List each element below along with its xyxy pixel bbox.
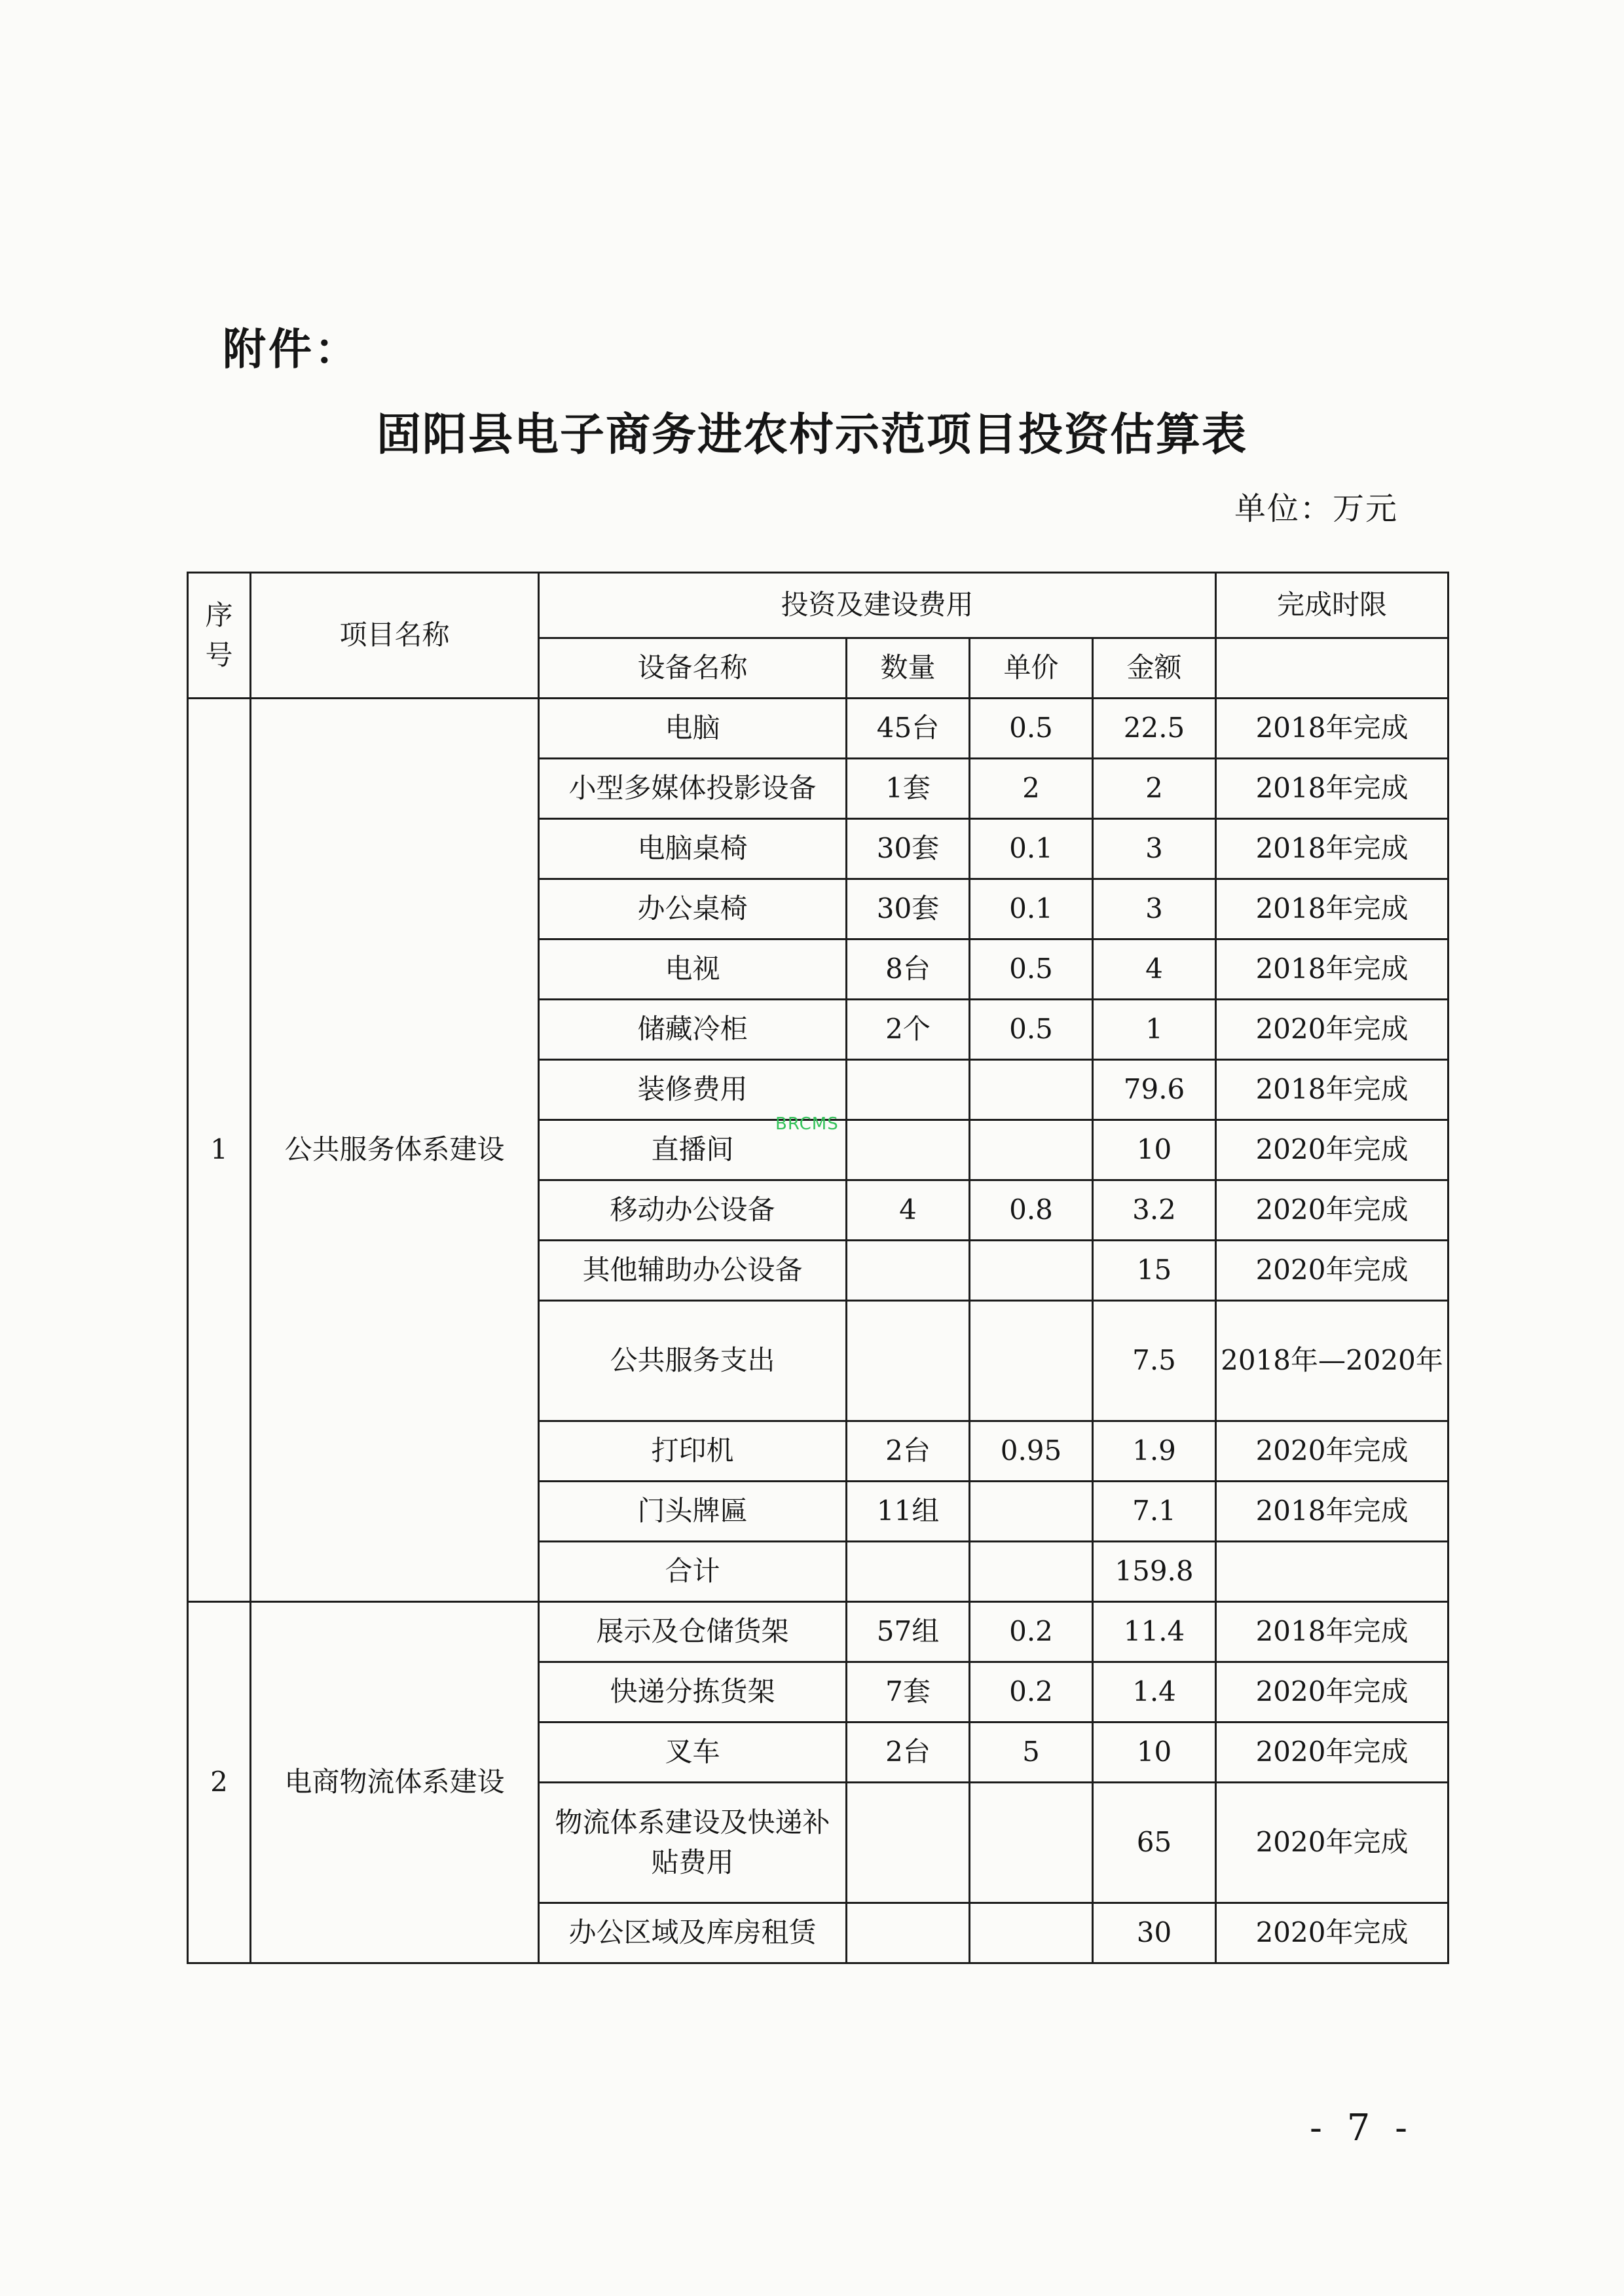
quantity-cell (847, 1120, 970, 1180)
header-row-1 (188, 573, 1449, 638)
device-name-cell: 其他辅助办公设备 (539, 1241, 847, 1301)
unit-price-cell: 0.1 (970, 879, 1093, 939)
attachment-label: 附件： (223, 324, 360, 374)
device-name-cell: 合计 (539, 1542, 847, 1602)
unit-price-cell (970, 1060, 1093, 1120)
unit-price-cell: 0.95 (970, 1421, 1093, 1482)
device-name-cell: 门头牌匾 (539, 1482, 847, 1542)
quantity-cell: 1套 (847, 759, 970, 819)
header-quantity: 数量 (847, 638, 970, 699)
device-name-cell: 储藏冷柜 (539, 1000, 847, 1060)
amount-cell: 10 (1093, 1722, 1216, 1783)
quantity-cell (847, 1060, 970, 1120)
unit-price-cell: 5 (970, 1722, 1093, 1783)
completion-cell: 2020年完成 (1216, 1722, 1449, 1783)
completion-cell: 2020年完成 (1216, 1903, 1449, 1963)
device-name-cell: 电脑桌椅 (539, 819, 847, 879)
amount-cell: 7.1 (1093, 1482, 1216, 1542)
quantity-cell (847, 1542, 970, 1602)
device-name-cell: 电脑 (539, 699, 847, 759)
amount-cell: 1.9 (1093, 1421, 1216, 1482)
device-name-cell: 装修费用 (539, 1060, 847, 1120)
quantity-cell: 2个 (847, 1000, 970, 1060)
quantity-cell: 8台 (847, 939, 970, 1000)
quantity-cell (847, 1783, 970, 1903)
completion-cell: 2020年完成 (1216, 1000, 1449, 1060)
amount-cell: 2 (1093, 759, 1216, 819)
quantity-cell: 2台 (847, 1421, 970, 1482)
amount-cell: 1 (1093, 1000, 1216, 1060)
unit-price-cell: 0.2 (970, 1602, 1093, 1662)
device-name-cell: 叉车 (539, 1722, 847, 1783)
group-name: 电商物流体系建设 (251, 1602, 539, 1963)
header-investment: 投资及建设费用 (539, 573, 1216, 638)
quantity-cell: 30套 (847, 819, 970, 879)
amount-cell: 65 (1093, 1783, 1216, 1903)
unit-price-cell (970, 1903, 1093, 1963)
unit-price-cell (970, 1120, 1093, 1180)
amount-cell: 7.5 (1093, 1301, 1216, 1421)
unit-price-cell (970, 1542, 1093, 1602)
completion-cell: 2018年完成 (1216, 879, 1449, 939)
device-name-cell: 电视 (539, 939, 847, 1000)
quantity-cell: 11组 (847, 1482, 970, 1542)
group-seq: 2 (188, 1602, 251, 1963)
unit-price-cell: 2 (970, 759, 1093, 819)
table-row (188, 1602, 1449, 1662)
header-completion-blank (1216, 638, 1449, 699)
completion-cell: 2018年完成 (1216, 1602, 1449, 1662)
unit-price-cell: 0.1 (970, 819, 1093, 879)
quantity-cell: 45台 (847, 699, 970, 759)
header-device: 设备名称 (539, 638, 847, 699)
device-name-cell: 移动办公设备 (539, 1180, 847, 1241)
header-completion: 完成时限 (1216, 573, 1449, 638)
completion-cell: 2020年完成 (1216, 1421, 1449, 1482)
amount-cell: 3 (1093, 879, 1216, 939)
amount-cell: 10 (1093, 1120, 1216, 1180)
completion-cell: 2018年完成 (1216, 939, 1449, 1000)
completion-cell: 2020年完成 (1216, 1180, 1449, 1241)
device-name-cell: 直播间 (539, 1120, 847, 1180)
unit-price-cell: 0.2 (970, 1662, 1093, 1722)
amount-cell: 3.2 (1093, 1180, 1216, 1241)
completion-cell: 2020年完成 (1216, 1783, 1449, 1903)
unit-price-cell (970, 1241, 1093, 1301)
unit-label: 单位：万元 (1234, 490, 1398, 527)
group-seq: 1 (188, 699, 251, 1602)
header-project-name: 项目名称 (251, 573, 539, 699)
completion-cell (1216, 1542, 1449, 1602)
completion-cell: 2018年完成 (1216, 699, 1449, 759)
amount-cell: 22.5 (1093, 699, 1216, 759)
quantity-cell (847, 1241, 970, 1301)
quantity-cell (847, 1301, 970, 1421)
completion-cell: 2018年完成 (1216, 759, 1449, 819)
device-name-cell: 物流体系建设及快递补贴费用 (539, 1783, 847, 1903)
header-amount: 金额 (1093, 638, 1216, 699)
unit-price-cell (970, 1482, 1093, 1542)
amount-cell: 4 (1093, 939, 1216, 1000)
amount-cell: 15 (1093, 1241, 1216, 1301)
table-row (188, 699, 1449, 759)
completion-cell: 2020年完成 (1216, 1120, 1449, 1180)
unit-price-cell: 0.8 (970, 1180, 1093, 1241)
quantity-cell: 57组 (847, 1602, 970, 1662)
quantity-cell: 7套 (847, 1662, 970, 1722)
amount-cell: 79.6 (1093, 1060, 1216, 1120)
group-name: 公共服务体系建设 (251, 699, 539, 1602)
device-name-cell: 公共服务支出 (539, 1301, 847, 1421)
completion-cell: 2020年完成 (1216, 1662, 1449, 1722)
unit-price-cell: 0.5 (970, 939, 1093, 1000)
unit-price-cell (970, 1301, 1093, 1421)
device-name-cell: 办公桌椅 (539, 879, 847, 939)
page-number: - 7 - (1310, 2107, 1414, 2149)
amount-cell: 11.4 (1093, 1602, 1216, 1662)
completion-cell: 2020年完成 (1216, 1241, 1449, 1301)
unit-price-cell: 0.5 (970, 699, 1093, 759)
amount-cell: 1.4 (1093, 1662, 1216, 1722)
completion-cell: 2018年完成 (1216, 819, 1449, 879)
device-name-cell: 快递分拣货架 (539, 1662, 847, 1722)
quantity-cell: 30套 (847, 879, 970, 939)
header-seq: 序号 (188, 573, 251, 699)
device-name-cell: 展示及仓储货架 (539, 1602, 847, 1662)
completion-cell: 2018年完成 (1216, 1482, 1449, 1542)
completion-cell: 2018年—2020年 (1216, 1301, 1449, 1421)
device-name-cell: 小型多媒体投影设备 (539, 759, 847, 819)
quantity-cell (847, 1903, 970, 1963)
unit-price-cell: 0.5 (970, 1000, 1093, 1060)
amount-cell: 30 (1093, 1903, 1216, 1963)
completion-cell: 2018年完成 (1216, 1060, 1449, 1120)
investment-table (187, 572, 1449, 1964)
page-title: 固阳县电子商务进农村示范项目投资估算表 (376, 409, 1247, 461)
unit-price-cell (970, 1783, 1093, 1903)
watermark: BRCMS (775, 1114, 839, 1134)
quantity-cell: 2台 (847, 1722, 970, 1783)
amount-cell: 159.8 (1093, 1542, 1216, 1602)
device-name-cell: 办公区域及库房租赁 (539, 1903, 847, 1963)
quantity-cell: 4 (847, 1180, 970, 1241)
amount-cell: 3 (1093, 819, 1216, 879)
device-name-cell: 打印机 (539, 1421, 847, 1482)
header-unit-price: 单价 (970, 638, 1093, 699)
